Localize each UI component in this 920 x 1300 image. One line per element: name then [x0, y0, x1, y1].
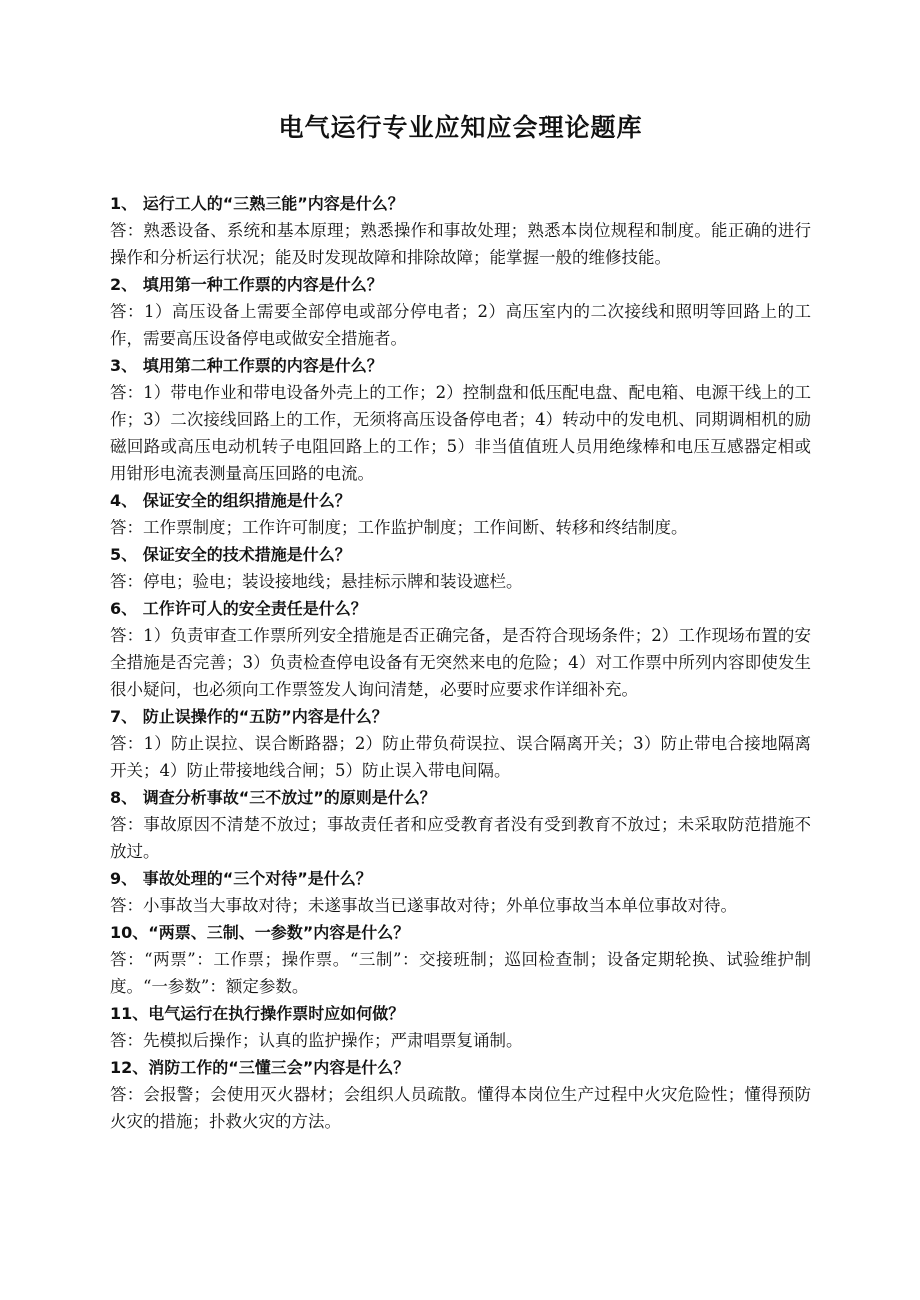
answer-1: 答：熟悉设备、系统和基本原理；熟悉操作和事故处理；熟悉本岗位规程和制度。能正确的进行操作和分析运行状况；能及时发现故障和排除故障；能掌握一般的维修技能。	[110, 221, 811, 267]
question-9: 9、 事故处理的“三个对待”是什么？	[110, 869, 372, 888]
document-title: 电气运行专业应知应会理论题库	[278, 113, 643, 142]
answer-12: 答：会报警；会使用灭火器材；会组织人员疏散。懂得本岗位生产过程中火灾危险性；懂得预防火灾的措施；扑救火灾的方法。	[110, 1085, 811, 1131]
qa-item-12	[110, 1054, 811, 1135]
qa-item-9	[110, 865, 811, 919]
document-page	[110, 108, 811, 1135]
question-10: 10、“两票、三制、一参数”内容是什么？	[110, 923, 410, 942]
question-11: 11、电气运行在执行操作票时应如何做？	[110, 1004, 405, 1023]
answer-3: 答：1）带电作业和带电设备外壳上的工作；2）控制盘和低压配电盘、配电箱、电源干线上的工作；3）二次接线回路上的工作，无须将高压设备停电者；4）转动中的发电机、同期调相机的励磁回路或高压电动机转子电阻回路上的工作；5）非当值值班人员用绝缘棒和电压互感器定相或用钳形电流表测量高压回路的电流。	[110, 383, 811, 483]
qa-item-5	[110, 541, 811, 595]
answer-8: 答：事故原因不清楚不放过；事故责任者和应受教育者没有受到教育不放过；未采取防范措施不放过。	[110, 815, 811, 861]
answer-11: 答：先模拟后操作；认真的监护操作；严肃唱票复诵制。	[110, 1031, 523, 1050]
answer-7: 答：1）防止误拉、误合断路器；2）防止带负荷误拉、误合隔离开关；3）防止带电合接地隔离开关；4）防止带接地线合闸；5）防止误入带电间隔。	[110, 734, 811, 780]
question-7: 7、 防止误操作的“五防”内容是什么？	[110, 707, 388, 726]
answer-4: 答：工作票制度；工作许可制度；工作监护制度；工作间断、转移和终结制度。	[110, 518, 688, 537]
question-3: 3、 填用第二种工作票的内容是什么？	[110, 356, 383, 375]
answer-5: 答：停电；验电；装设接地线；悬挂标示牌和装设遮栏。	[110, 572, 523, 591]
answer-9: 答：小事故当大事故对待；未遂事故当已遂事故对待；外单位事故当本单位事故对待。	[110, 896, 737, 915]
question-4: 4、 保证安全的组织措施是什么？	[110, 491, 351, 510]
qa-item-10	[110, 919, 811, 1000]
answer-2: 答：1）高压设备上需要全部停电或部分停电者；2）高压室内的二次接线和照明等回路上的工作，需要高压设备停电或做安全措施者。	[110, 302, 811, 348]
answer-10: 答：“两票”：工作票；操作票。“三制”：交接班制；巡回检查制；设备定期轮换、试验维护制度。“一参数”：额定参数。	[110, 950, 811, 996]
qa-item-8	[110, 784, 811, 865]
question-12: 12、消防工作的“三懂三会”内容是什么？	[110, 1058, 410, 1077]
qa-item-1	[110, 190, 811, 271]
question-5: 5、 保证安全的技术措施是什么？	[110, 545, 351, 564]
qa-item-4	[110, 487, 811, 541]
qa-item-6	[110, 595, 811, 703]
answer-6: 答：1）负责审查工作票所列安全措施是否正确完备，是否符合现场条件；2）工作现场布置的安全措施是否完善；3）负责检查停电设备有无突然来电的危险；4）对工作票中所列内容即使发生很小疑问，也必须向工作票签发人询问清楚，必要时应要求作详细补充。	[110, 626, 811, 699]
qa-item-11	[110, 1000, 811, 1054]
qa-item-7	[110, 703, 811, 784]
question-8: 8、 调查分析事故“三不放过”的原则是什么？	[110, 788, 436, 807]
qa-item-3	[110, 352, 811, 487]
question-2: 2、 填用第一种工作票的内容是什么？	[110, 275, 383, 294]
question-1: 1、 运行工人的“三熟三能”内容是什么？	[110, 194, 404, 213]
question-6: 6、 工作许可人的安全责任是什么？	[110, 599, 367, 618]
qa-item-2	[110, 271, 811, 352]
